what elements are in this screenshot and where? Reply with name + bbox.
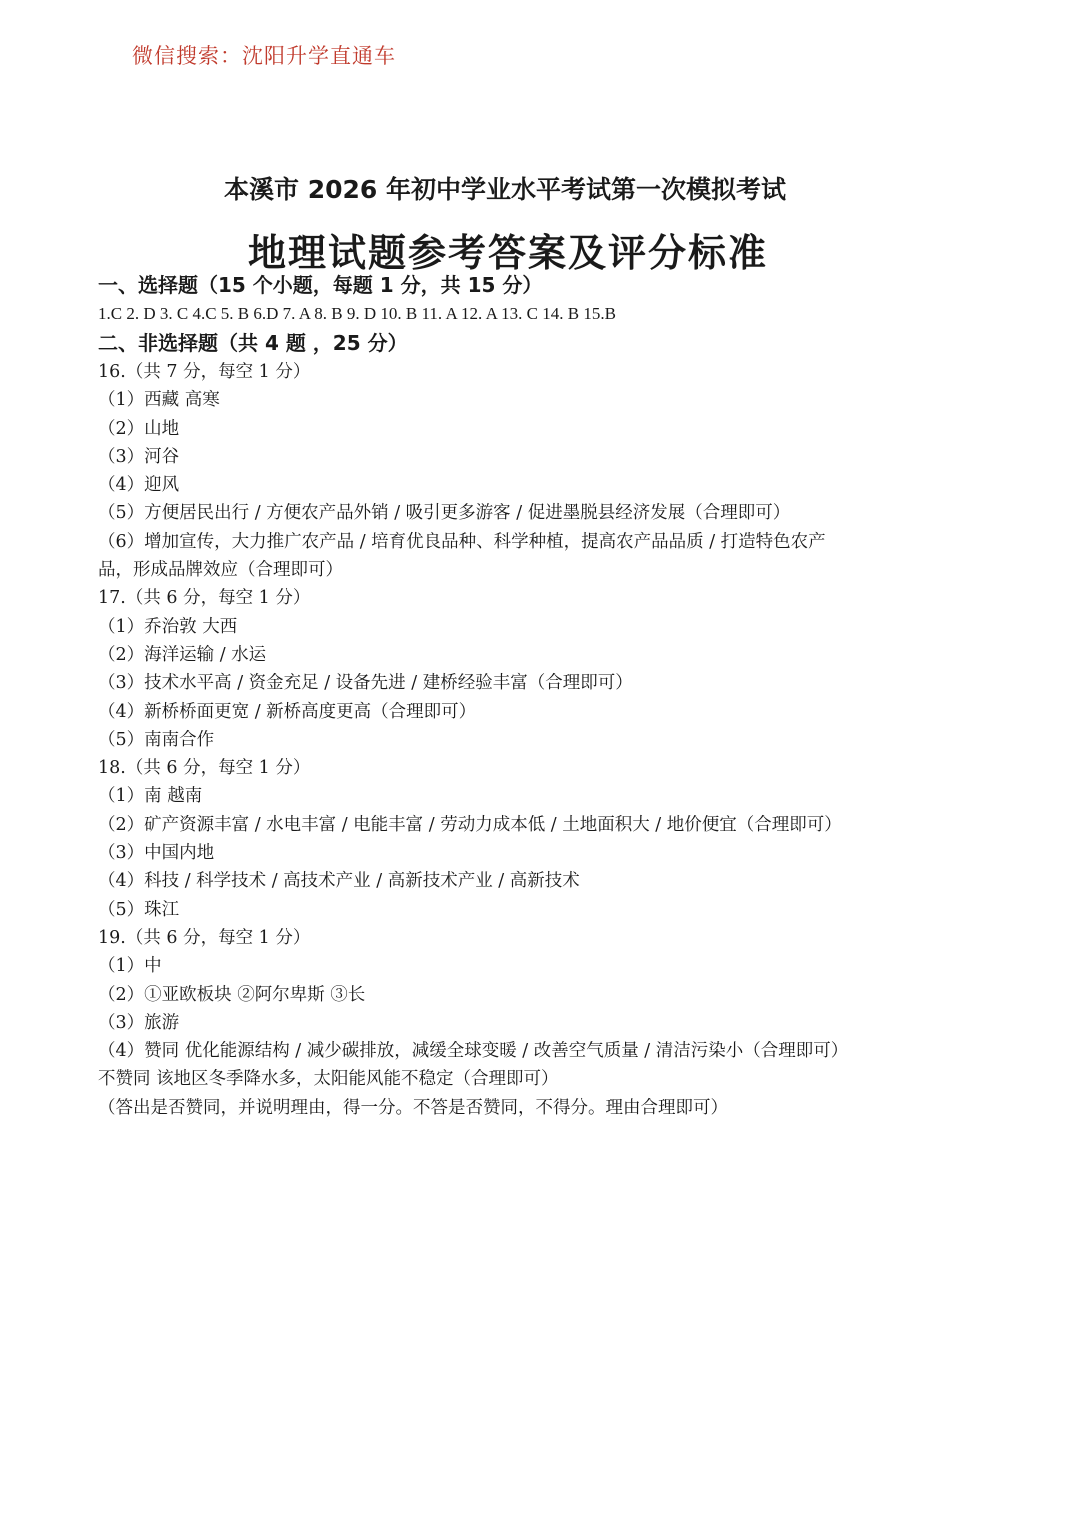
answer-line: （4）赞同 优化能源结构 / 减少碳排放，减缓全球变暖 / 改善空气质量 / 清洁污染小（合理即可） xyxy=(98,1041,849,1062)
section-heading: 二、非选择题（共 4 题 ，25 分） xyxy=(98,331,408,355)
exam-title: 本溪市 2026 年初中学业水平考试第一次模拟考试 xyxy=(224,175,786,204)
answer-line: （3）旅游 xyxy=(98,1012,180,1033)
multiple-choice-answers: 1.C 2. D 3. C 4.C 5. B 6.D 7. A 8. B 9. D 10. B 11. A 12. A 13. C 14. B 15.B xyxy=(98,304,616,323)
answer-line: （5）珠江 xyxy=(98,899,180,920)
answer-line: 不赞同 该地区冬季降水多，太阳能风能不稳定（合理即可） xyxy=(98,1069,559,1090)
answer-line: 18.（共 6 分，每空 1 分） xyxy=(98,758,311,779)
answer-line: （4）科技 / 科学技术 / 高技术产业 / 高新技术产业 / 高新技术 xyxy=(98,871,580,892)
answer-line: （3）河谷 xyxy=(98,446,180,467)
answer-line: 品，形成品牌效应（合理即可） xyxy=(98,560,343,581)
answer-line: （1）南 越南 xyxy=(98,786,203,807)
answer-line: （4）新桥桥面更宽 / 新桥高度更高（合理即可） xyxy=(98,701,477,722)
answer-line: （1）中 xyxy=(98,956,162,977)
watermark-text: 微信搜索：沈阳升学直通车 xyxy=(132,44,396,68)
answer-line: （4）迎风 xyxy=(98,475,180,496)
answer-line: （1）乔治敦 大西 xyxy=(98,616,238,637)
section-heading: 一、选择题（15 个小题，每题 1 分，共 15 分） xyxy=(98,273,543,297)
answer-content xyxy=(98,270,938,1122)
answer-line: （6）增加宣传，大力推广农产品 / 培育优良品种、科学种植，提高农产品品质 / 打造特色农产 xyxy=(98,531,826,552)
answer-line: 19.（共 6 分，每空 1 分） xyxy=(98,927,311,948)
answer-line: 17.（共 6 分，每空 1 分） xyxy=(98,588,311,609)
answer-line: （2）海洋运输 / 水运 xyxy=(98,644,267,665)
answer-line: （3）中国内地 xyxy=(98,843,215,864)
answer-line: （2）山地 xyxy=(98,418,180,439)
answer-line: （答出是否赞同，并说明理由，得一分。不答是否赞同，不得分。理由合理即可） xyxy=(98,1097,728,1118)
document-title: 地理试题参考答案及评分标准 xyxy=(247,231,768,275)
answer-line: （2）矿产资源丰富 / 水电丰富 / 电能丰富 / 劳动力成本低 / 土地面积大 / 地价便宜（合理即可） xyxy=(98,814,842,835)
answer-line: （1）西藏 高寒 xyxy=(98,390,220,411)
answer-line: 16.（共 7 分，每空 1 分） xyxy=(98,362,311,382)
answer-line: （5）方便居民出行 / 方便农产品外销 / 吸引更多游客 / 促进墨脱县经济发展（合理即可） xyxy=(98,503,791,524)
answer-lines xyxy=(98,358,938,1122)
answer-line: （5）南南合作 xyxy=(98,729,215,750)
answer-line: （2）①亚欧板块 ②阿尔卑斯 ③长 xyxy=(98,984,366,1005)
answer-line: （3）技术水平高 / 资金充足 / 设备先进 / 建桥经验丰富（合理即可） xyxy=(98,673,633,694)
